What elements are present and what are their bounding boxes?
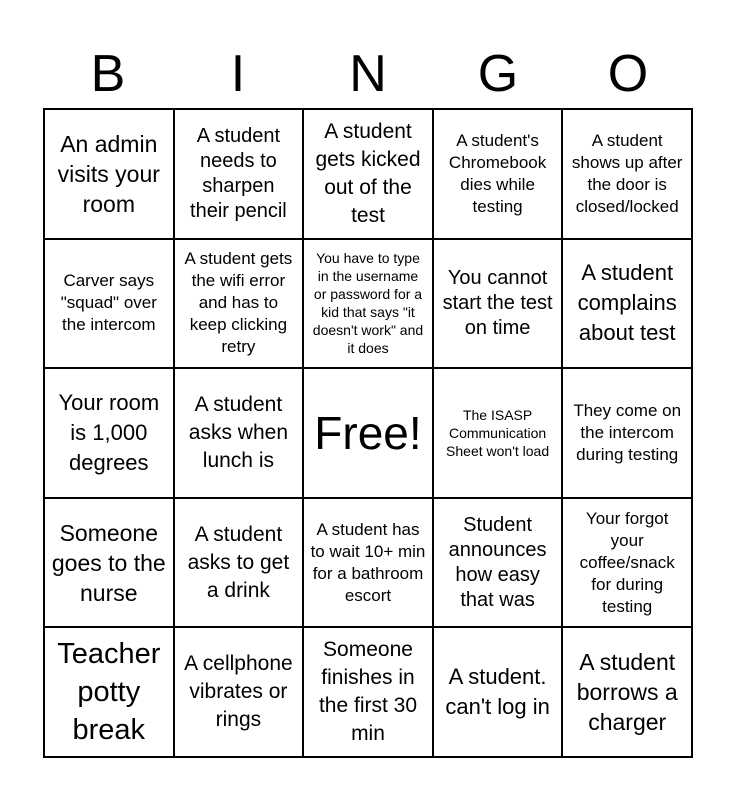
bingo-cell[interactable] xyxy=(562,627,692,757)
cell-text: You have to type in the username or password for a kid that says "it doesn't work" and it does xyxy=(312,250,424,357)
cell-text: A student needs to sharpen their pencil xyxy=(190,124,287,222)
header-letter-i: I xyxy=(230,45,246,103)
cell-text: A cellphone vibrates or rings xyxy=(184,652,293,732)
cell-text: A student. can't log in xyxy=(445,664,550,720)
header-letter-b: B xyxy=(90,45,126,103)
bingo-cell[interactable] xyxy=(433,368,563,498)
cell-text: A student's Chromebook dies while testing xyxy=(448,130,547,216)
cell-text: Your forgot your coffee/snack for during testing xyxy=(579,508,675,616)
bingo-cell[interactable] xyxy=(303,498,433,628)
header-letter-g: G xyxy=(477,45,519,103)
bingo-cell[interactable] xyxy=(44,368,174,498)
bingo-cell[interactable] xyxy=(562,109,692,239)
cell-text: The ISASP Communication Sheet won't load xyxy=(446,406,550,459)
header-letter-n: N xyxy=(349,45,387,103)
bingo-cell[interactable] xyxy=(562,239,692,369)
cell-text: Someone finishes in the first 30 min xyxy=(318,638,418,746)
cell-text: A student borrows a charger xyxy=(576,649,678,736)
cell-text: An admin visits your room xyxy=(57,130,160,217)
cell-text: A student gets kicked out of the test xyxy=(315,119,421,227)
bingo-cell[interactable] xyxy=(433,627,563,757)
bingo-cell[interactable] xyxy=(44,498,174,628)
header-letter-o: O xyxy=(607,45,649,103)
bingo-cell[interactable] xyxy=(303,109,433,239)
cell-text: Your room is 1,000 degrees xyxy=(58,389,160,475)
cell-text: You cannot start the test on time xyxy=(442,266,553,339)
bingo-cell[interactable] xyxy=(433,239,563,369)
bingo-cell[interactable] xyxy=(174,109,304,239)
free-space[interactable] xyxy=(303,368,433,498)
bingo-cell[interactable] xyxy=(174,627,304,757)
bingo-cell[interactable] xyxy=(562,498,692,628)
bingo-cell[interactable] xyxy=(303,627,433,757)
cell-text: Someone goes to the nurse xyxy=(51,519,166,606)
bingo-cell[interactable] xyxy=(174,239,304,369)
cell-text: A student asks to get a drink xyxy=(187,522,290,602)
bingo-grid xyxy=(43,108,693,758)
cell-text: Teacher potty break xyxy=(57,638,161,747)
bingo-cell[interactable] xyxy=(174,498,304,628)
cell-text: A student gets the wifi error and has to keep clicking retry xyxy=(184,249,293,357)
bingo-cell[interactable] xyxy=(174,368,304,498)
bingo-cell[interactable] xyxy=(433,109,563,239)
bingo-cell[interactable] xyxy=(433,498,563,628)
cell-text: A student shows up after the door is closed/locked xyxy=(571,130,683,216)
cell-text: Carver says "squad" over the intercom xyxy=(60,271,157,335)
bingo-cell[interactable] xyxy=(44,239,174,369)
bingo-cell[interactable] xyxy=(44,627,174,757)
bingo-cell[interactable] xyxy=(303,239,433,369)
bingo-header xyxy=(43,40,693,108)
cell-text: Student announces how easy that was xyxy=(448,513,547,611)
free-text: Free! xyxy=(314,406,422,459)
cell-text: A student asks when lunch is xyxy=(188,392,288,472)
cell-text: They come on the intercom during testing xyxy=(573,400,682,464)
bingo-cell[interactable] xyxy=(562,368,692,498)
cell-text: A student complains about test xyxy=(577,260,677,346)
bingo-cell[interactable] xyxy=(44,109,174,239)
cell-text: A student has to wait 10+ min for a bathroom escort xyxy=(310,519,426,605)
